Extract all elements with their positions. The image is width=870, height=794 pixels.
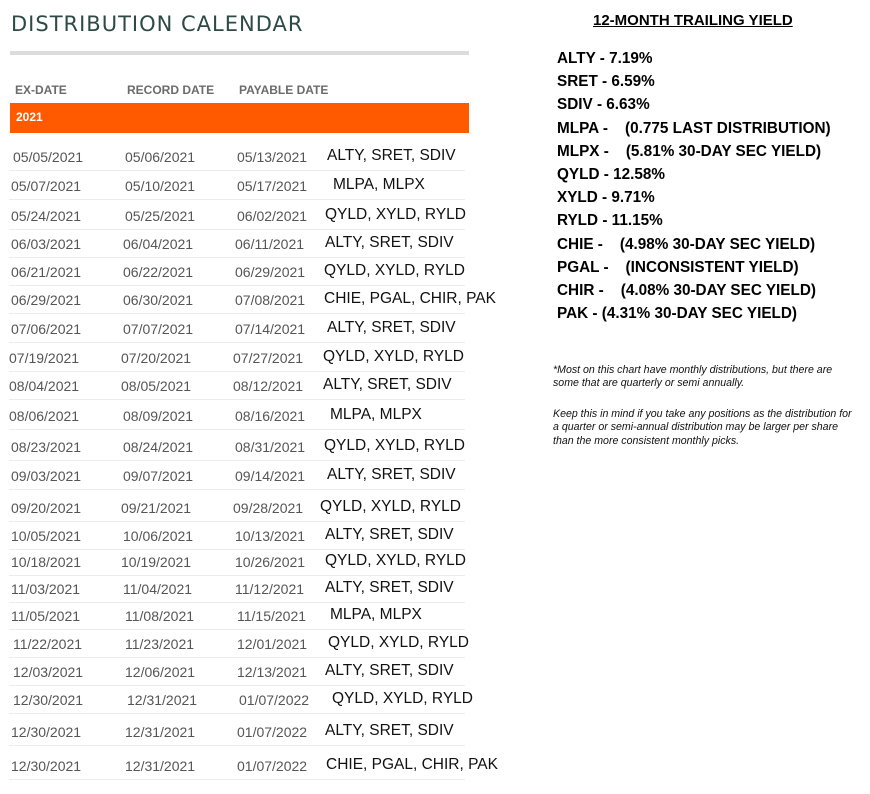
record-date-cell: 06/04/2021 (123, 236, 194, 252)
table-row (0, 462, 520, 490)
tickers-cell: QYLD, XYLD, RYLD (332, 690, 473, 707)
record-date-cell: 11/04/2021 (123, 581, 193, 597)
tickers-cell: ALTY, SRET, SDIV (323, 376, 452, 393)
tickers-cell: ALTY, SRET, SDIV (325, 662, 454, 679)
tickers-cell: ALTY, SRET, SDIV (325, 722, 454, 739)
tickers-cell: ALTY, SRET, SDIV (325, 579, 454, 596)
record-date-cell: 11/08/2021 (125, 608, 195, 624)
table-row (0, 202, 520, 230)
ex-date-cell: 06/03/2021 (11, 236, 82, 252)
record-date-cell: 06/22/2021 (123, 264, 194, 280)
table-row (0, 230, 520, 258)
payable-date-cell: 10/13/2021 (235, 528, 306, 544)
payable-date-cell: 07/08/2021 (235, 292, 306, 308)
payable-date-cell: 01/07/2022 (239, 692, 310, 708)
row-divider (9, 489, 465, 490)
tickers-cell: ALTY, SRET, SDIV (327, 147, 456, 164)
table-row (0, 172, 520, 200)
payable-date-cell: 09/28/2021 (233, 500, 304, 516)
payable-date-cell: 10/26/2021 (235, 554, 306, 570)
payable-date-cell: 07/27/2021 (233, 350, 304, 366)
yield-item: MLPX - (5.81% 30-DAY SEC YIELD) (557, 142, 822, 160)
tickers-cell: CHIE, PGAL, CHIR, PAK (326, 756, 498, 773)
table-row (0, 575, 520, 603)
table-row (0, 602, 520, 630)
tickers-cell: ALTY, SRET, SDIV (325, 234, 454, 251)
ex-date-cell: 12/30/2021 (11, 758, 82, 774)
record-date-cell: 08/09/2021 (123, 408, 194, 424)
record-date-cell: 07/20/2021 (121, 350, 192, 366)
payable-date-cell: 01/07/2022 (237, 724, 308, 740)
payable-date-cell: 07/14/2021 (235, 321, 306, 337)
row-divider (9, 170, 465, 171)
ex-date-cell: 12/30/2021 (13, 692, 84, 708)
yield-item: PAK - (4.31% 30-DAY SEC YIELD) (557, 305, 798, 323)
row-divider (9, 460, 465, 461)
table-row (0, 258, 520, 286)
year-label: 2021 (16, 110, 43, 124)
ex-date-cell: 08/04/2021 (9, 378, 80, 394)
record-date-cell: 05/06/2021 (125, 149, 196, 165)
tickers-cell: ALTY, SRET, SDIV (325, 526, 454, 543)
tickers-cell: MLPA, MLPX (330, 606, 422, 623)
table-row (0, 494, 520, 522)
yield-title: 12-MONTH TRAILING YIELD (593, 12, 793, 29)
payable-date-cell: 08/31/2021 (235, 439, 306, 455)
tickers-cell: ALTY, SRET, SDIV (327, 319, 456, 336)
row-divider (9, 313, 465, 314)
yield-item: SDIV - 6.63% (557, 96, 650, 114)
yield-item: SRET - 6.59% (557, 73, 655, 91)
row-divider (9, 779, 465, 780)
yield-item: RYLD - 11.15% (557, 212, 663, 230)
row-divider (9, 399, 465, 400)
payable-date-cell: 11/12/2021 (235, 581, 305, 597)
record-date-cell: 12/31/2021 (125, 758, 196, 774)
table-row (0, 433, 520, 461)
payable-date-cell: 05/13/2021 (237, 149, 308, 165)
ex-date-cell: 11/03/2021 (11, 581, 81, 597)
row-divider (9, 429, 465, 430)
tickers-cell: QYLD, XYLD, RYLD (324, 437, 465, 454)
ex-date-cell: 09/03/2021 (11, 468, 82, 484)
table-row (0, 315, 520, 343)
ex-date-cell: 07/19/2021 (9, 350, 80, 366)
tickers-cell: QYLD, XYLD, RYLD (328, 634, 469, 651)
table-row (0, 548, 520, 576)
ex-date-cell: 10/18/2021 (11, 554, 82, 570)
yield-list (557, 47, 831, 325)
record-date-cell: 09/07/2021 (123, 468, 194, 484)
yield-item: CHIR - (4.08% 30-DAY SEC YIELD) (557, 281, 816, 299)
tickers-cell: ALTY, SRET, SDIV (327, 466, 456, 483)
record-date-cell: 11/23/2021 (125, 636, 195, 652)
ex-date-cell: 05/05/2021 (13, 149, 84, 165)
tickers-cell: QYLD, XYLD, RYLD (324, 262, 465, 279)
table-row (0, 372, 520, 400)
yield-item: MLPA - (0.775 LAST DISTRIBUTION) (557, 119, 831, 137)
ex-date-cell: 10/05/2021 (11, 528, 82, 544)
ex-date-cell: 05/24/2021 (11, 208, 82, 224)
header-record-date: RECORD DATE (127, 83, 215, 97)
tickers-cell: QYLD, XYLD, RYLD (325, 552, 466, 569)
ex-date-cell: 12/03/2021 (13, 664, 84, 680)
ex-date-cell: 06/29/2021 (11, 292, 82, 308)
payable-date-cell: 06/29/2021 (235, 264, 306, 280)
row-divider (9, 199, 465, 200)
table-row (0, 143, 520, 171)
tickers-cell: CHIE, PGAL, CHIR, PAK (324, 290, 496, 307)
table-row (0, 630, 520, 658)
payable-date-cell: 11/15/2021 (237, 608, 307, 624)
ex-date-cell: 08/06/2021 (9, 408, 80, 424)
payable-date-cell: 08/16/2021 (235, 408, 306, 424)
note-frequency: *Most on this chart have monthly distributions, but there are some that are quarterly or semi annually. (553, 364, 833, 390)
payable-date-cell: 05/17/2021 (237, 178, 308, 194)
record-date-cell: 10/19/2021 (121, 554, 192, 570)
record-date-cell: 06/30/2021 (123, 292, 194, 308)
table-row (0, 658, 520, 686)
record-date-cell: 12/31/2021 (127, 692, 198, 708)
ex-date-cell: 12/30/2021 (11, 724, 82, 740)
yield-item: XYLD - 9.71% (557, 189, 655, 207)
table-row (0, 686, 520, 714)
tickers-cell: QYLD, XYLD, RYLD (320, 498, 461, 515)
row-divider (9, 713, 465, 714)
ex-date-cell: 07/06/2021 (11, 321, 82, 337)
record-date-cell: 05/10/2021 (125, 178, 196, 194)
payable-date-cell: 08/12/2021 (233, 378, 304, 394)
tickers-cell: QYLD, XYLD, RYLD (323, 348, 464, 365)
record-date-cell: 08/05/2021 (121, 378, 192, 394)
table-row (0, 286, 520, 314)
payable-date-cell: 09/14/2021 (235, 468, 306, 484)
yield-item: ALTY - 7.19% (557, 50, 653, 67)
ex-date-cell: 08/23/2021 (11, 439, 82, 455)
record-date-cell: 08/24/2021 (123, 439, 194, 455)
record-date-cell: 12/06/2021 (125, 664, 196, 680)
ex-date-cell: 05/07/2021 (11, 178, 82, 194)
payable-date-cell: 01/07/2022 (237, 758, 308, 774)
payable-date-cell: 06/02/2021 (237, 208, 308, 224)
ex-date-cell: 06/21/2021 (11, 264, 82, 280)
tickers-cell: QYLD, XYLD, RYLD (325, 206, 466, 223)
table-row (0, 522, 520, 550)
tickers-cell: MLPA, MLPX (330, 406, 422, 423)
ex-date-cell: 11/05/2021 (11, 608, 81, 624)
table-row (0, 402, 520, 430)
tickers-cell: MLPA, MLPX (333, 176, 425, 193)
title-divider (10, 51, 469, 55)
yield-item: CHIE - (4.98% 30-DAY SEC YIELD) (557, 235, 816, 253)
table-row (0, 718, 520, 746)
record-date-cell: 05/25/2021 (125, 208, 196, 224)
record-date-cell: 12/31/2021 (125, 724, 196, 740)
note-caution: Keep this in mind if you take any positions as the distribution for a quarter or semi-annual distribution may be larger per share than the more consistent monthly picks. (553, 408, 852, 447)
record-date-cell: 09/21/2021 (121, 500, 192, 516)
record-date-cell: 07/07/2021 (123, 321, 194, 337)
payable-date-cell: 12/01/2021 (237, 636, 308, 652)
calendar-title: DISTRIBUTION CALENDAR (11, 12, 304, 36)
yield-item: PGAL - (INCONSISTENT YIELD) (557, 258, 799, 276)
header-payable-date: PAYABLE DATE (239, 83, 329, 97)
row-divider (9, 745, 465, 746)
payable-date-cell: 06/11/2021 (235, 236, 305, 252)
payable-date-cell: 12/13/2021 (237, 664, 308, 680)
yield-item: QYLD - 12.58% (557, 165, 665, 183)
table-row (0, 752, 520, 780)
record-date-cell: 10/06/2021 (123, 528, 194, 544)
year-bar (10, 103, 469, 133)
header-ex-date: EX-DATE (15, 83, 67, 97)
ex-date-cell: 11/22/2021 (13, 636, 83, 652)
row-divider (9, 342, 465, 343)
ex-date-cell: 09/20/2021 (11, 500, 82, 516)
table-row (0, 344, 520, 372)
